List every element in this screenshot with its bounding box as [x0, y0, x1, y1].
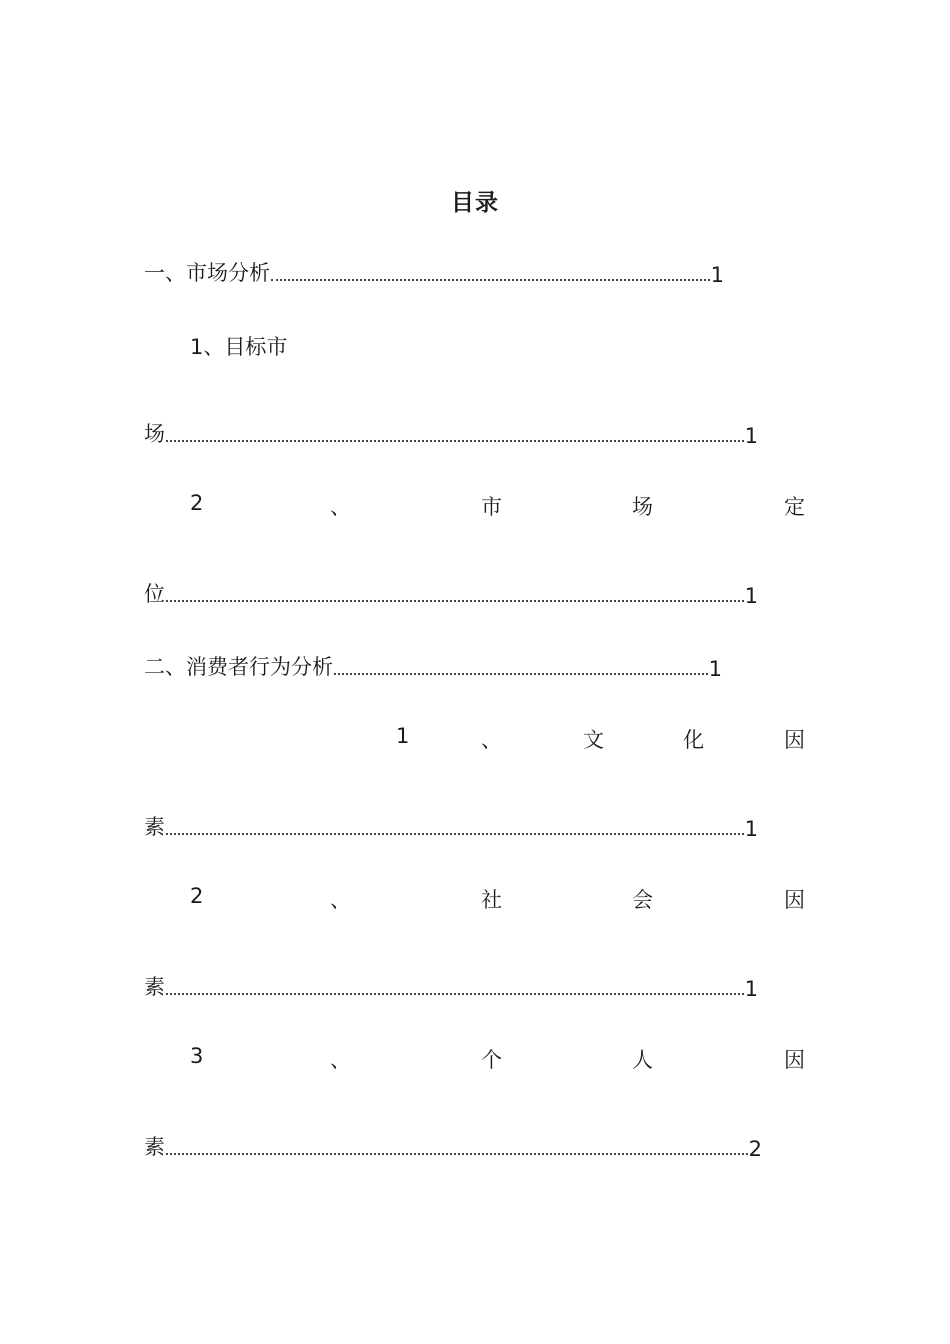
toc-heading-char: 2: [190, 491, 204, 515]
toc-heading-char: 因: [784, 728, 805, 752]
toc-heading-char: 社: [481, 888, 502, 912]
toc-page-number: 2: [748, 1137, 762, 1161]
toc-heading-char: 1: [396, 724, 410, 748]
toc-entry-market-analysis[interactable]: [144, 257, 724, 287]
toc-heading-char: 市: [481, 495, 502, 519]
toc-heading-char: 因: [784, 1048, 805, 1072]
toc-subentry-heading-spread: [0, 1044, 950, 1074]
dot-leader: [166, 599, 744, 602]
toc-heading-char: 3: [190, 1044, 204, 1068]
toc-subentry-heading-spread: [0, 724, 950, 754]
toc-entry-label: 位: [144, 582, 165, 606]
toc-heading-char: 因: [784, 888, 805, 912]
toc-heading-char: 会: [632, 888, 653, 912]
toc-entry-target-market[interactable]: [144, 418, 758, 448]
toc-heading-char: 、: [481, 728, 502, 752]
toc-heading-char: 化: [683, 728, 704, 752]
toc-heading-char: 定: [784, 495, 805, 519]
toc-entry-social-factors[interactable]: [144, 971, 758, 1001]
toc-entry-consumer-behavior[interactable]: [144, 651, 722, 681]
dot-leader: [166, 439, 744, 442]
toc-heading-char: 文: [583, 728, 604, 752]
toc-entry-label: 素: [144, 975, 165, 999]
toc-page-number: 1: [744, 584, 758, 608]
toc-entry-label: 1、目标市: [190, 335, 288, 359]
dot-leader: [166, 992, 744, 995]
toc-page-number: 1: [744, 424, 758, 448]
toc-entry-label: 二、消费者行为分析: [144, 655, 333, 679]
toc-title: 目录: [451, 190, 499, 216]
dot-leader: [166, 1152, 748, 1155]
toc-subentry-heading-spread: [0, 884, 950, 914]
toc-heading-char: 、: [330, 1048, 351, 1072]
toc-entry-label: 素: [144, 1135, 165, 1159]
toc-heading-char: 2: [190, 884, 204, 908]
toc-page-number: 1: [708, 657, 722, 681]
toc-entry-label: 素: [144, 815, 165, 839]
toc-entry-market-positioning[interactable]: [144, 578, 758, 608]
dot-leader: [334, 672, 708, 675]
toc-subentry-heading-spread: [0, 491, 950, 521]
toc-heading-char: 场: [632, 495, 653, 519]
dot-leader: [166, 832, 744, 835]
toc-entry-cultural-factors[interactable]: [144, 811, 758, 841]
toc-heading-char: 个: [481, 1048, 502, 1072]
toc-entry-personal-factors[interactable]: [144, 1131, 762, 1161]
dot-leader: [271, 278, 710, 281]
toc-entry-label: 场: [144, 422, 165, 446]
toc-subentry-heading: [190, 331, 287, 361]
toc-page-number: 1: [710, 263, 724, 287]
toc-page-number: 1: [744, 817, 758, 841]
toc-heading-char: 、: [330, 888, 351, 912]
toc-page-number: 1: [744, 977, 758, 1001]
toc-entry-label: 一、市场分析: [144, 261, 270, 285]
toc-heading-char: 、: [330, 495, 351, 519]
toc-heading-char: 人: [632, 1048, 653, 1072]
